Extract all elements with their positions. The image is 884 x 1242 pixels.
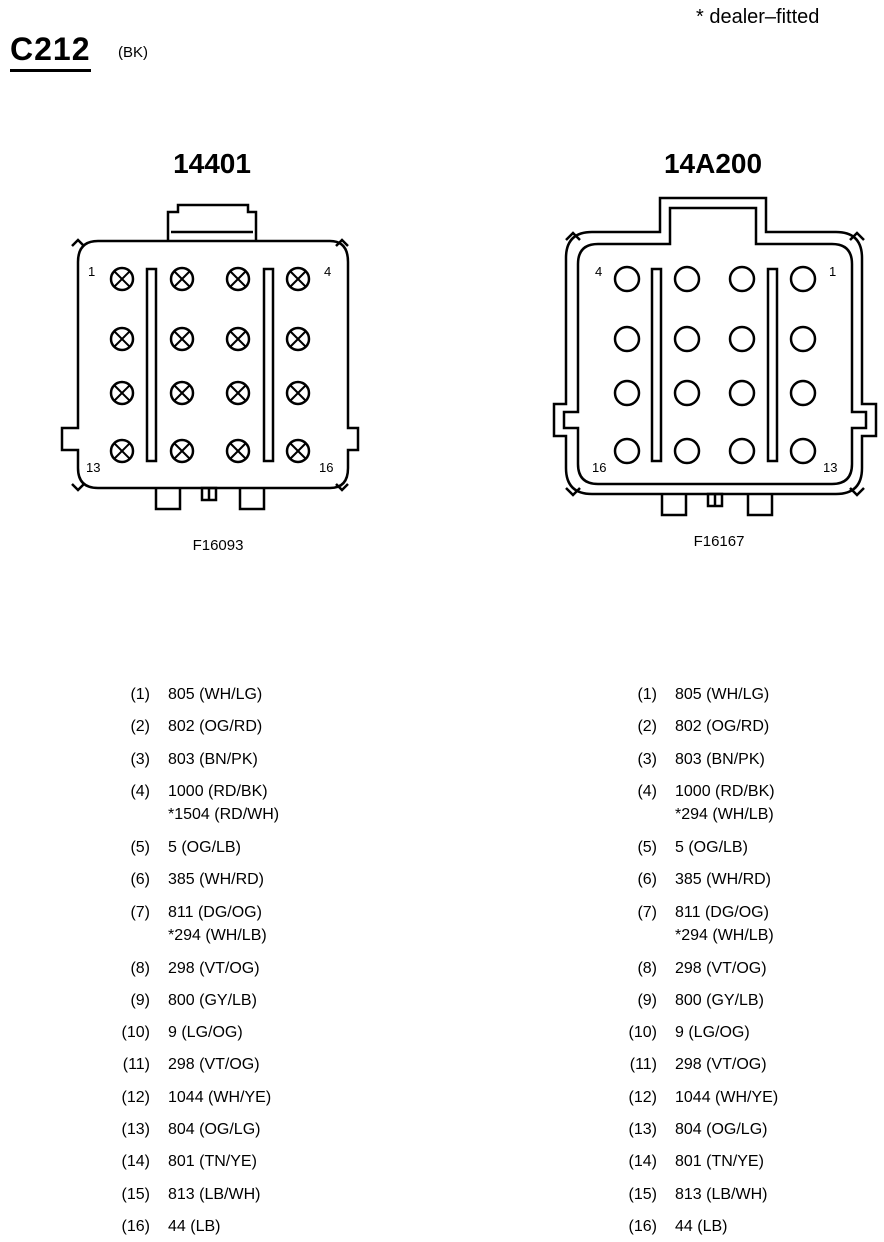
circuit-line: 298 (VT/OG)	[675, 959, 767, 977]
terminal-cavity	[615, 381, 639, 405]
circuit-wire-color	[675, 1150, 764, 1173]
circuit-line: 803 (BN/PK)	[168, 750, 258, 768]
pin-number: (13)	[628, 1121, 657, 1138]
terminal-cavity	[730, 327, 754, 351]
terminal-cavity	[171, 328, 193, 350]
pin-number: (11)	[629, 1056, 657, 1074]
circuit-line: 44 (LB)	[675, 1217, 728, 1235]
terminal-cavity	[730, 267, 754, 291]
circuit-line: 44 (LB)	[168, 1217, 221, 1235]
terminal-cavity	[171, 382, 193, 404]
circuit-wire-color	[168, 1086, 271, 1109]
circuit-line: 1044 (WH/YE)	[675, 1088, 779, 1106]
right-corner-label-bottom-left: 16	[592, 460, 607, 475]
circuit-wire-color	[675, 780, 775, 826]
circuit-wire-color	[675, 683, 769, 706]
connector-part-number-left: 14401	[173, 148, 251, 179]
pin-number: (2)	[637, 718, 657, 736]
terminal-cavity	[675, 327, 699, 351]
figure-id-right: F16167	[693, 533, 745, 550]
circuit-line: *1504 (RD/WH)	[168, 805, 280, 823]
pin-number: (3)	[637, 750, 657, 768]
terminal-cavity	[227, 268, 249, 290]
pin-number: (1)	[130, 686, 150, 703]
terminal-cavity	[791, 439, 815, 463]
pin-number: (2)	[130, 718, 150, 736]
pin-number: (5)	[130, 838, 150, 856]
circuit-wire-color	[675, 989, 764, 1012]
connector-14401-face	[62, 205, 358, 509]
connector-id: C212	[10, 30, 91, 72]
terminal-cavity	[287, 440, 309, 462]
terminal-cavity	[111, 268, 133, 290]
pin-number: (4)	[130, 782, 150, 800]
pin-number: (15)	[628, 1185, 657, 1203]
pin-number: (1)	[637, 686, 657, 703]
circuit-line: 813 (LB/WH)	[675, 1185, 768, 1203]
left-corner-label-bottom-right: 16	[319, 460, 334, 475]
pin-number: (7)	[637, 903, 657, 921]
right-corner-label-bottom-right: 13	[823, 460, 838, 475]
circuit-line: 1000 (RD/BK)	[168, 782, 268, 800]
circuit-wire-color	[675, 957, 767, 980]
circuit-wire-color	[168, 1215, 220, 1238]
circuit-line: 9 (LG/OG)	[168, 1024, 243, 1042]
terminal-cavity	[675, 381, 699, 405]
terminal-cavity	[791, 327, 815, 351]
terminal-cavity	[730, 439, 754, 463]
pin-number: (10)	[628, 1024, 657, 1042]
circuit-line: 811 (DG/OG)	[675, 903, 769, 921]
pin-number: (16)	[121, 1217, 150, 1235]
terminal-cavity	[171, 268, 193, 290]
circuit-line: 298 (VT/OG)	[168, 959, 260, 977]
connector-color: (BK)	[118, 44, 148, 61]
terminal-cavity	[227, 440, 249, 462]
pin-number: (14)	[628, 1153, 657, 1171]
circuit-line: 385 (WH/RD)	[168, 871, 265, 889]
pin-number: (16)	[628, 1217, 657, 1235]
pin-number: (8)	[637, 959, 657, 977]
circuit-line: 298 (VT/OG)	[675, 1056, 767, 1074]
circuit-line: *294 (WH/LB)	[168, 926, 267, 944]
circuit-line: 801 (TN/YE)	[168, 1153, 257, 1171]
pin-number: (7)	[130, 903, 150, 921]
pin-number: (5)	[637, 838, 657, 856]
pin-number: (9)	[130, 991, 150, 1009]
circuit-wire-color	[168, 1053, 260, 1076]
circuit-wire-color	[168, 683, 262, 706]
terminal-cavity	[615, 439, 639, 463]
circuit-wire-color	[675, 748, 765, 771]
pin-number: (11)	[122, 1056, 150, 1074]
circuit-line: 800 (GY/LB)	[675, 991, 764, 1009]
circuit-wire-color	[675, 901, 774, 947]
left-corner-label-top-right: 4	[324, 264, 332, 279]
circuit-wire-color	[675, 868, 771, 891]
pin-number: (10)	[121, 1024, 150, 1042]
circuit-line: 804 (OG/LG)	[675, 1121, 768, 1138]
terminal-cavity	[227, 382, 249, 404]
circuit-wire-color	[168, 748, 258, 771]
circuit-wire-color	[168, 989, 257, 1012]
circuit-wire-color	[675, 1053, 767, 1076]
terminal-cavity	[287, 268, 309, 290]
circuit-wire-color	[168, 957, 260, 980]
circuit-line: 385 (WH/RD)	[675, 871, 772, 889]
circuit-line: 804 (OG/LG)	[168, 1121, 261, 1138]
circuit-wire-color	[168, 715, 262, 738]
terminal-cavity	[171, 440, 193, 462]
terminal-cavity	[111, 440, 133, 462]
pin-number: (6)	[637, 871, 657, 889]
circuit-wire-color	[168, 901, 267, 947]
connector-14A200-pin-grid	[615, 267, 815, 463]
pin-number: (4)	[637, 782, 657, 800]
terminal-cavity	[615, 267, 639, 291]
left-corner-label-top-left: 1	[88, 264, 96, 279]
circuit-wire-color	[675, 1215, 727, 1238]
circuit-line: 802 (OG/RD)	[675, 718, 770, 736]
left-corner-label-bottom-left: 13	[86, 460, 101, 475]
terminal-cavity	[791, 267, 815, 291]
pin-number: (15)	[121, 1185, 150, 1203]
circuit-wire-color	[675, 1183, 767, 1206]
terminal-cavity	[791, 381, 815, 405]
circuit-line: 811 (DG/OG)	[168, 903, 262, 921]
circuit-wire-color	[675, 836, 748, 859]
circuit-wire-color	[675, 715, 769, 738]
circuit-line: 5 (OG/LB)	[675, 838, 748, 856]
circuit-wire-color	[168, 836, 241, 859]
circuit-wire-color	[168, 780, 279, 826]
terminal-cavity	[287, 382, 309, 404]
circuit-line: 1044 (WH/YE)	[168, 1088, 272, 1106]
circuit-line: *294 (WH/LB)	[675, 805, 774, 823]
circuit-line: 5 (OG/LB)	[168, 838, 241, 856]
terminal-cavity	[615, 327, 639, 351]
terminal-cavity	[730, 381, 754, 405]
circuit-wire-color	[168, 1021, 243, 1044]
pin-number: (13)	[121, 1121, 150, 1138]
pin-number: (12)	[628, 1088, 657, 1106]
circuit-line: 800 (GY/LB)	[168, 991, 257, 1009]
circuit-line: 805 (WH/LG)	[168, 686, 263, 703]
circuit-wire-color	[675, 1118, 767, 1141]
terminal-cavity	[287, 328, 309, 350]
circuit-wire-color	[675, 1021, 750, 1044]
terminal-cavity	[675, 439, 699, 463]
figure-id-left: F16093	[192, 537, 244, 554]
right-corner-label-top-left: 4	[595, 264, 603, 279]
right-corner-label-top-right: 1	[829, 264, 837, 279]
circuit-wire-color	[675, 1086, 778, 1109]
circuit-wire-color	[168, 1118, 260, 1141]
connector-diagrams	[0, 0, 884, 620]
circuit-line: 9 (LG/OG)	[675, 1024, 750, 1042]
terminal-cavity	[111, 382, 133, 404]
connector-part-number-right: 14A200	[663, 148, 763, 179]
circuit-wire-color	[168, 868, 264, 891]
circuit-line: 802 (OG/RD)	[168, 718, 263, 736]
pin-number: (12)	[121, 1088, 150, 1106]
circuit-line: 298 (VT/OG)	[168, 1056, 260, 1074]
terminal-cavity	[675, 267, 699, 291]
circuit-line: 801 (TN/YE)	[675, 1153, 764, 1171]
dealer-fitted-note: * dealer–fitted	[696, 6, 820, 28]
circuit-wire-color	[168, 1150, 257, 1173]
connector-14401-pin-grid	[111, 268, 309, 462]
pin-number: (6)	[130, 871, 150, 889]
circuit-line: 805 (WH/LG)	[675, 686, 770, 703]
terminal-cavity	[111, 328, 133, 350]
terminal-cavity	[227, 328, 249, 350]
circuit-line: *294 (WH/LB)	[675, 926, 774, 944]
circuit-line: 1000 (RD/BK)	[675, 782, 775, 800]
pin-number: (9)	[637, 991, 657, 1009]
circuit-wire-color	[168, 1183, 260, 1206]
circuit-line: 813 (LB/WH)	[168, 1185, 261, 1203]
pin-number: (8)	[130, 959, 150, 977]
pin-number: (3)	[130, 750, 150, 768]
pin-number: (14)	[121, 1153, 150, 1171]
circuit-line: 803 (BN/PK)	[675, 750, 765, 768]
